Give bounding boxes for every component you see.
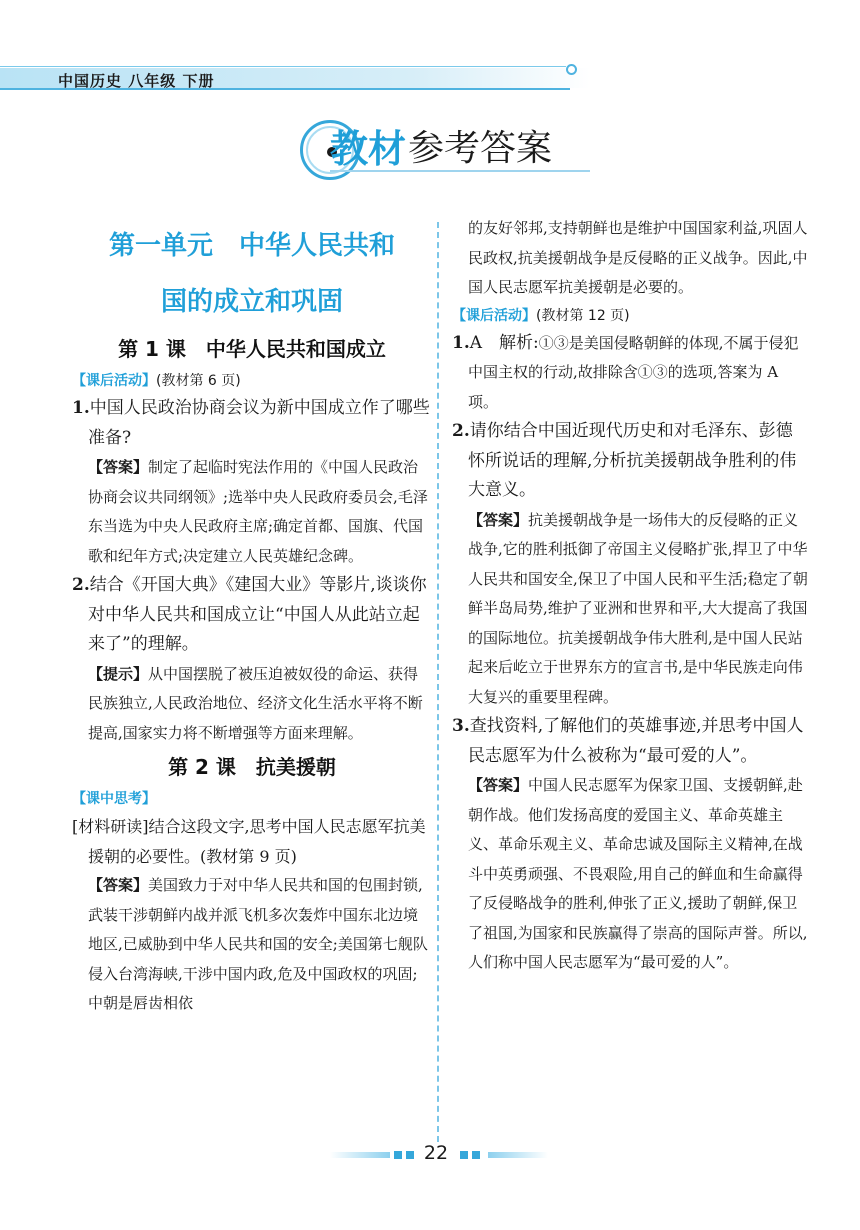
lesson-2-thinking-heading: 【课中思考】	[72, 791, 156, 807]
textbook-ref: (教材第 6 页)	[156, 373, 241, 389]
footer-bar-right	[488, 1152, 548, 1158]
lesson-1-hint-2: 【提示】从中国摆脱了被压迫被奴役的命运、获得民族独立,人民政治地位、经济文化生活水平将不断提高,国家实力将不断增强等方面来理解。	[88, 664, 423, 742]
unit-title-line-2: 国的成立和巩固	[160, 287, 343, 317]
left-column	[72, 218, 432, 1019]
lesson-2-question-2: 2.请你结合中国近现代历史和对毛泽东、彭德怀所说话的理解,分析抗美援朝战争胜利的伟大意义。	[452, 421, 797, 500]
lesson-2-activity-heading: 【课后活动】(教材第 12 页)	[452, 307, 630, 324]
footer-square-icon	[472, 1151, 480, 1159]
lesson-2-answer-3: 【答案】中国人民志愿军为保家卫国、支援朝鲜,赴朝作战。他们发扬高度的爱国主义、革命英雄主义、革命乐观主义、革命忠诚及国际主义精神,在战斗中英勇顽强、不畏艰险,用自己的鲜血和生命赢得了反侵略战争的胜利,伸张了正义,援助了朝鲜,保卫了祖国,为国家和民族赢得了崇高的国际声誉。所以,人们称中国人民志愿军为“最可爱的人”。	[468, 776, 808, 971]
section-tag: 【课后活动】	[72, 373, 156, 389]
running-header: 中国历史 八年级 下册	[58, 72, 215, 90]
lesson-1-question-1: 1.中国人民政治协商会议为新中国成立作了哪些准备?	[72, 398, 430, 448]
page-number: 22	[423, 1142, 449, 1164]
footer-square-icon	[406, 1151, 414, 1159]
title-part-1: 教材	[330, 127, 407, 171]
material-reading: [材料研读]结合这段文字,思考中国人民志愿军抗美援朝的必要性。(教材第 9 页)	[72, 817, 426, 866]
lesson-1-activity-heading	[72, 368, 432, 394]
header-rule-top	[0, 66, 566, 67]
lesson-2-question-1: 1.A 解析:①③是美国侵略朝鲜的体现,不属于侵犯中国主权的行动,故排除含①③的选项,答案为 A 项。	[452, 332, 799, 411]
lesson-2-answer-2: 【答案】抗美援朝战争是一场伟大的反侵略的正义战争,它的胜利抵御了帝国主义侵略扩张,捍卫了中华人民共和国安全,保卫了中国人民和平生活;稳定了朝鲜半岛局势,维护了亚洲和世界和平,大大提高了我国的国际地位。抗美援朝战争伟大胜利,是中国人民站起来后屹立于世界东方的宣言书,是中华民族走向伟大复兴的重要里程碑。	[468, 510, 808, 706]
column-divider	[437, 222, 439, 1142]
lesson-2-title: 第 2 课 抗美援朝	[168, 755, 336, 779]
right-column	[452, 214, 808, 978]
page-title	[300, 112, 600, 192]
lesson-1-answer-1: 【答案】制定了起临时宪法作用的《中国人民政治协商会议共同纲领》;选举中央人民政府委员会,毛泽东当选为中央人民政府主席;确定首都、国旗、代国歌和纪年方式;决定建立人民英雄纪念碑。	[88, 458, 428, 565]
unit-title-line-1: 第一单元 中华人民共和	[108, 231, 395, 261]
lesson-1-question-2: 2.结合《开国大典》《建国大业》等影片,谈谈你对中华人民共和国成立让“中国人从此站立起来了”的理解。	[72, 575, 427, 654]
material-answer: 【答案】美国致力于对中华人民共和国的包围封锁,武装干涉朝鲜内战并派飞机多次轰炸中国东北边境地区,已威胁到中华人民共和国的安全;美国第七舰队侵入台湾海峡,干涉中国内政,危及中国政权的巩固;中朝是唇齿相依	[88, 876, 428, 1012]
header-dot-icon	[566, 64, 577, 75]
lesson-2-question-3: 3.查找资料,了解他们的英雄事迹,并思考中国人民志愿军为什么被称为“最可爱的人”。	[452, 716, 804, 766]
title-part-2: 参考答案	[408, 128, 553, 169]
material-answer-continued: 的友好邻邦,支持朝鲜也是维护中国国家利益,巩固人民政权,抗美援朝战争是反侵略的正义战争。因此,中国人民志愿军抗美援朝是必要的。	[468, 219, 808, 296]
lesson-1-title: 第 1 课 中华人民共和国成立	[118, 337, 386, 361]
footer-bar-left	[330, 1152, 390, 1158]
footer-square-icon	[460, 1151, 468, 1159]
footer-square-icon	[394, 1151, 402, 1159]
page-footer	[0, 1140, 860, 1170]
